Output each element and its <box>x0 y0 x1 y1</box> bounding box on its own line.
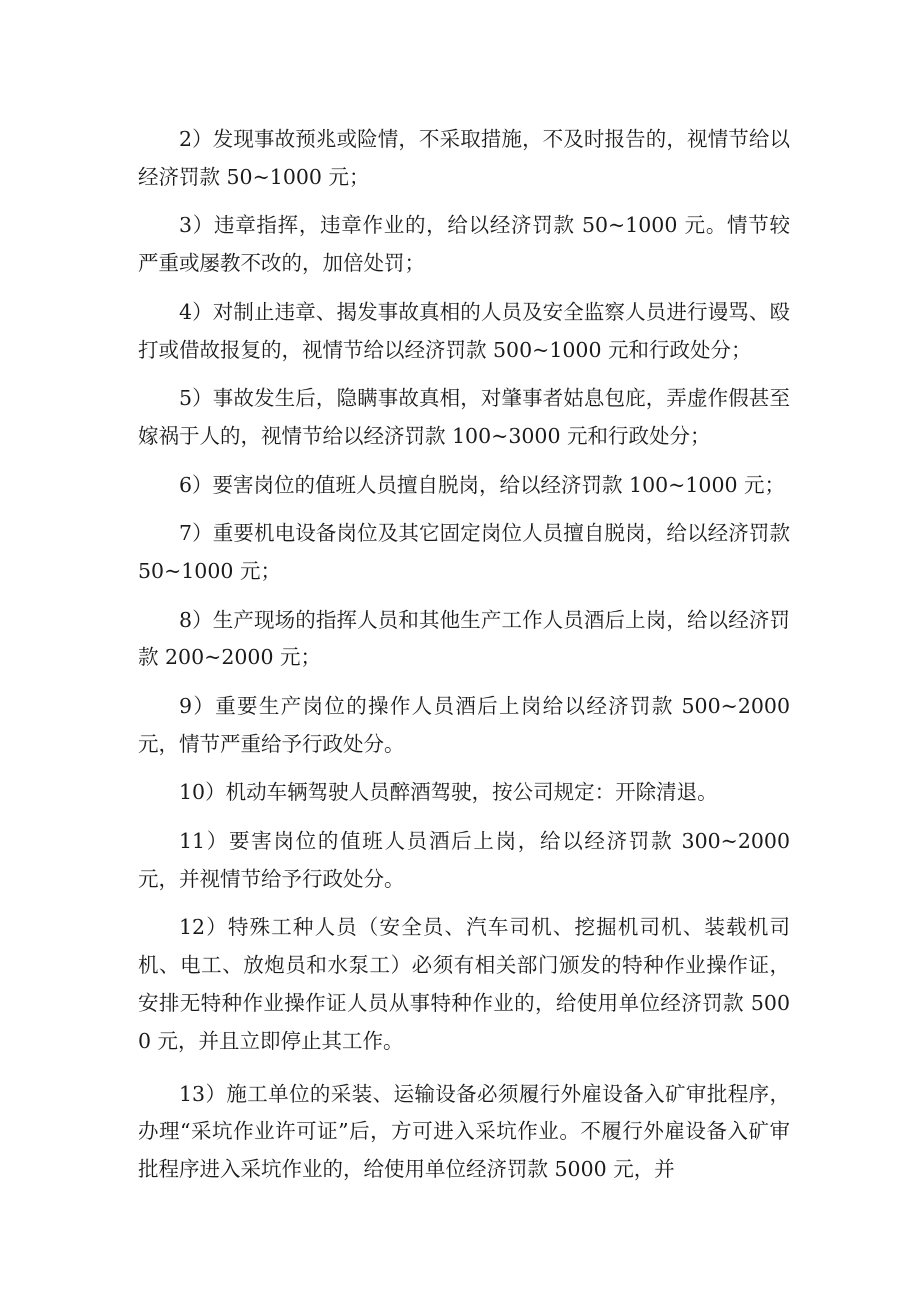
paragraph-item-13: 13）施工单位的采装、运输设备必须履行外雇设备入矿审批程序，办理“采坑作业许可证”后，方可进入采坑作业。不履行外雇设备入矿审批程序进入采坑作业的，给使用单位经济罚款 5000 元，并 <box>138 1081 790 1182</box>
document-body <box>138 121 790 1200</box>
paragraph-item-6: 6）要害岗位的值班人员擅自脱岗，给以经济罚款 100~1000 元； <box>179 472 786 497</box>
paragraph-item-3: 3）违章指挥，违章作业的，给以经济罚款 50~1000 元。情节较严重或屡教不改的，加倍处罚； <box>138 213 790 276</box>
paragraph-item-8: 8）生产现场的指挥人员和其他生产工作人员酒后上岗，给以经济罚款 200~2000 元； <box>138 607 790 670</box>
paragraph-item-5: 5）事故发生后，隐瞒事故真相，对肇事者姑息包庇，弄虚作假甚至嫁祸于人的，视情节给以经济罚款 100~3000 元和行政处分； <box>138 386 790 448</box>
paragraph-item-10: 10）机动车辆驾驶人员醉酒驾驶，按公司规定：开除清退。 <box>179 780 718 805</box>
paragraph-item-11: 11）要害岗位的值班人员酒后上岗，给以经济罚款 300~2000 元，并视情节给予行政处分。 <box>138 828 790 891</box>
paragraph-item-2: 2）发现事故预兆或险情，不采取措施，不及时报告的，视情节给以经济罚款 50~1000 元； <box>138 127 790 189</box>
paragraph-item-7: 7）重要机电设备岗位及其它固定岗位人员擅自脱岗，给以经济罚款 50~1000 元； <box>138 521 790 583</box>
paragraph-item-4: 4）对制止违章、揭发事故真相的人员及安全监察人员进行谩骂、殴打或借故报复的，视情节给以经济罚款 500~1000 元和行政处分； <box>138 299 790 362</box>
paragraph-item-9: 9）重要生产岗位的操作人员酒后上岗给以经济罚款 500~2000 元，情节严重给予行政处分。 <box>138 693 790 756</box>
paragraph-item-12: 12）特殊工种人员（安全员、汽车司机、挖掘机司机、装载机司机、电工、放炮员和水泵工）必须有相关部门颁发的特种作业操作证，安排无特种作业操作证人员从事特种作业的，给使用单位经济罚款 5000 元，并且立即停止其工作。 <box>138 915 790 1053</box>
